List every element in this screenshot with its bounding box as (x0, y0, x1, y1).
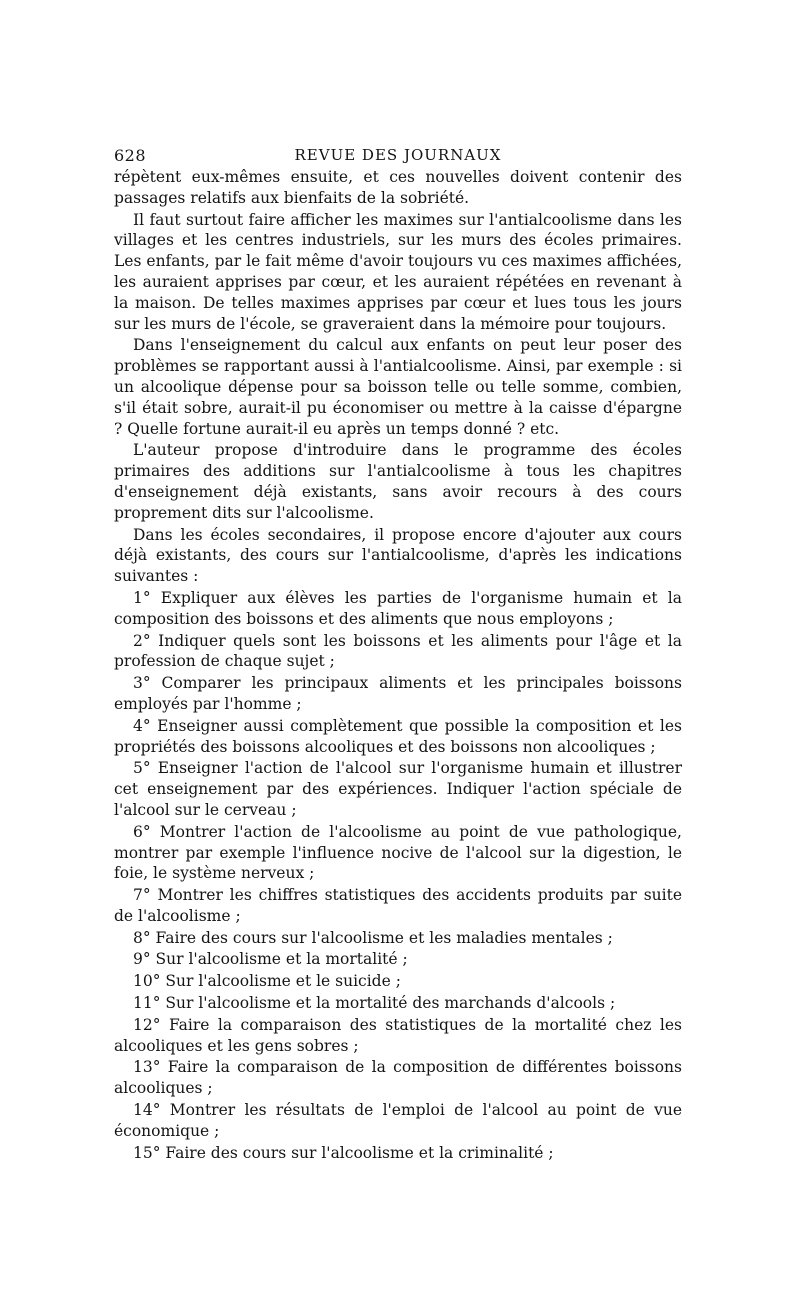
page-header (114, 143, 682, 167)
list-item: 6° Montrer l'action de l'alcoolisme au point de vue pathologique, montrer par exemple l'influence nocive de l'alcool sur la digestion, le foie, le système nerveux ; (114, 822, 682, 883)
list-item: 12° Faire la comparaison des statistiques de la mortalité chez les alcooliques et les gens sobres ; (114, 1015, 682, 1055)
list-item: 10° Sur l'alcoolisme et le suicide ; (133, 972, 401, 991)
list-item: 7° Montrer les chiffres statistiques des accidents produits par suite de l'alcoolisme ; (114, 886, 682, 925)
paragraph: Dans les écoles secondaires, il propose encore d'ajouter aux cours déjà existants, des cours sur l'antialcoolisme, d'après les indications suivantes : (114, 525, 682, 586)
list-item: 8° Faire des cours sur l'alcoolisme et les maladies mentales ; (133, 928, 613, 947)
list-item: 9° Sur l'alcoolisme et la mortalité ; (133, 950, 408, 969)
list-item: 14° Montrer les résultats de l'emploi de l'alcool au point de vue économique ; (114, 1101, 682, 1140)
paragraph: Dans l'enseignement du calcul aux enfants on peut leur poser des problèmes se rapportant aussi à l'antialcoolisme. Ainsi, par exemple : si un alcoolique dépense pour sa boisson telle ou telle somme, combien, s'il était sobre, aurait-il pu économiser ou mettre à la caisse d'épargne ? Quelle fortune aurait-il eu après un temps donné ? etc. (114, 336, 682, 438)
list-item: 2° Indiquer quels sont les boissons et les aliments pour l'âge et la profession de chaque sujet ; (114, 631, 682, 671)
list-item: 15° Faire des cours sur l'alcoolisme et la criminalité ; (133, 1143, 554, 1162)
list-item: 3° Comparer les principaux aliments et les principales boissons employés par l'homme ; (114, 674, 682, 713)
page-body (114, 167, 682, 1163)
list-item: 4° Enseigner aussi complètement que possible la composition et les propriétés des boissons alcooliques et des boissons non alcooliques ; (114, 716, 682, 756)
book-page (114, 143, 682, 1164)
list-item: 1° Expliquer aux élèves les parties de l'organisme humain et la composition des boissons et des aliments que nous employons ; (114, 588, 682, 628)
list-item: 13° Faire la comparaison de la composition de différentes boissons alcooliques ; (114, 1058, 682, 1098)
running-title: REVUE DES JOURNAUX (294, 146, 502, 164)
page-number: 628 (114, 146, 147, 165)
paragraph: Il faut surtout faire afficher les maximes sur l'antialcoolisme dans les villages et les centres industriels, sur les murs des écoles primaires. Les enfants, par le fait même d'avoir toujours vu ces maximes affichées, les auraient apprises par cœur, et les auraient répétées en revenant à la maison. De telles maximes apprises par cœur et lues tous les jours sur les murs de l'école, se graveraient dans la mémoire pour toujours. (114, 210, 682, 333)
list-item: 11° Sur l'alcoolisme et la mortalité des marchands d'alcools ; (133, 994, 616, 1013)
paragraph: L'auteur propose d'introduire dans le programme des écoles primaires des additions sur l'antialcoolisme à tous les chapitres d'enseignement déjà existants, sans avoir recours à des cours proprement dits sur l'alcoolisme. (114, 441, 682, 522)
paragraph: répètent eux-mêmes ensuite, et ces nouvelles doivent contenir des passages relatifs aux bienfaits de la sobriété. (114, 168, 682, 207)
list-item: 5° Enseigner l'action de l'alcool sur l'organisme humain et illustrer cet enseignement par des expériences. Indiquer l'action spéciale de l'alcool sur le cerveau ; (114, 759, 682, 819)
